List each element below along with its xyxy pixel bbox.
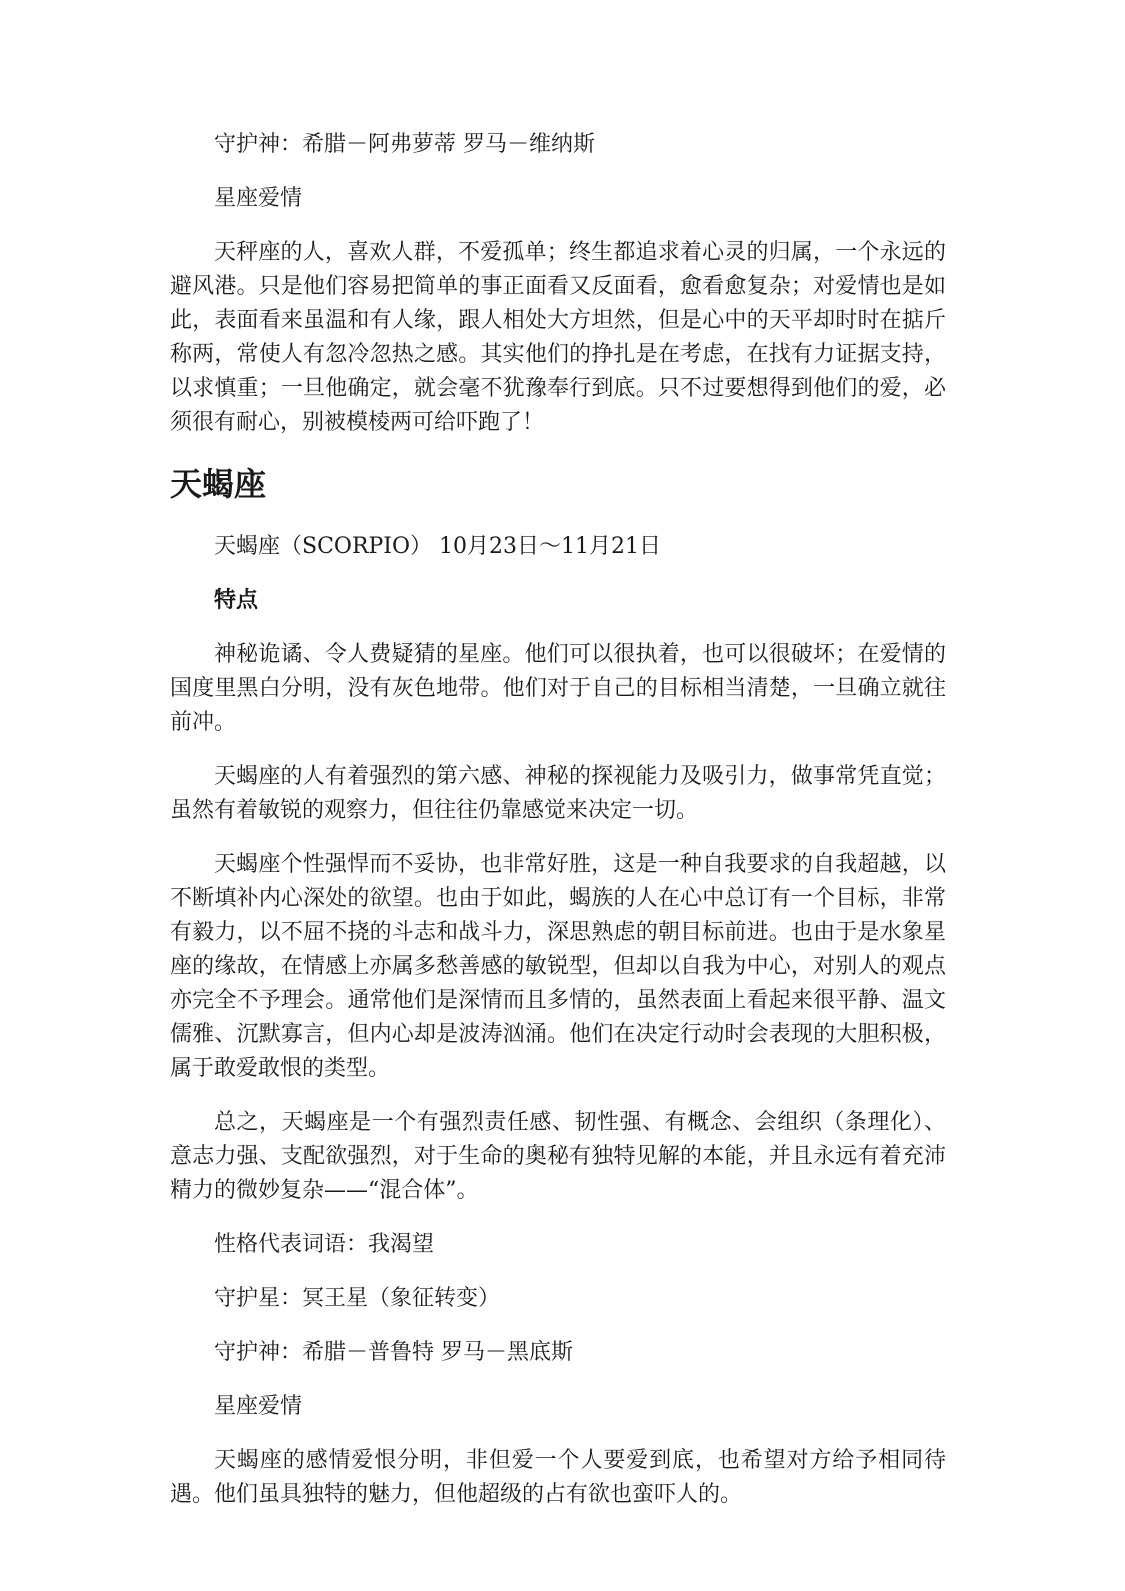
document-body bbox=[170, 128, 946, 1512]
libra-love-text: 天秤座的人，喜欢人群，不爱孤单；终生都追求着心灵的归属，一个永远的避风港。只是他们容易把简单的事正面看又反面看，愈看愈复杂；对爱情也是如此，表面看来虽温和有人缘，跟人相处大方坦然，但是心中的天平却时时在掂斤称两，常使人有忽冷忽热之感。其实他们的挣扎是在考虑，在找有力证据支持，以求慎重；一旦他确定，就会毫不犹豫奉行到底。只不过要想得到他们的爱，必须很有耐心，别被模棱两可给吓跑了！ bbox=[170, 240, 946, 435]
scorpio-paragraph-3: 天蝎座个性强悍而不妥协，也非常好胜，这是一种自我要求的自我超越，以不断填补内心深处的欲望。也由于如此，蝎族的人在心中总订有一个目标，非常有毅力，以不屈不挠的斗志和战斗力，深思熟虑的朝目标前进。也由于是水象星座的缘故，在情感上亦属多愁善感的敏锐型，但却以自我为中心，对别人的观点亦完全不予理会。通常他们是深情而且多情的，虽然表面上看起来很平静、温文儒雅、沉默寡言，但内心却是波涛汹涌。他们在决定行动时会表现的大胆积极，属于敢爱敢恨的类型。 bbox=[170, 852, 946, 1081]
scorpio-paragraph-4: 总之，天蝎座是一个有强烈责任感、韧性强、有概念、会组织（条理化）、意志力强、支配欲强烈，对于生命的奥秘有独特见解的本能，并且永远有着充沛精力的微妙复杂——“混合体”。 bbox=[170, 1110, 946, 1203]
scorpio-date-line: 天蝎座（SCORPIO） 10月23日～11月21日 bbox=[214, 534, 662, 559]
scorpio-paragraph-1: 神秘诡谲、令人费疑猜的星座。他们可以很执着，也可以很破坏；在爱情的国度里黑白分明，没有灰色地带。他们对于自己的目标相当清楚，一旦确立就往前冲。 bbox=[170, 642, 946, 735]
scorpio-keyword: 性格代表词语：我渴望 bbox=[214, 1232, 435, 1257]
scorpio-title: 天蝎座 bbox=[170, 465, 267, 503]
scorpio-traits-heading: 特点 bbox=[214, 588, 259, 613]
libra-guardian-god: 守护神：希腊－阿弗萝蒂 罗马－维纳斯 bbox=[214, 132, 595, 157]
scorpio-guardian-star: 守护星：冥王星（象征转变） bbox=[214, 1286, 501, 1311]
scorpio-guardian-god: 守护神：希腊－普鲁特 罗马－黑底斯 bbox=[214, 1340, 573, 1365]
libra-love-heading: 星座爱情 bbox=[214, 186, 303, 211]
scorpio-love-text: 天蝎座的感情爱恨分明，非但爱一个人要爱到底，也希望对方给予相同待遇。他们虽具独特的魅力，但他超级的占有欲也蛮吓人的。 bbox=[170, 1448, 946, 1507]
scorpio-paragraph-2: 天蝎座的人有着强烈的第六感、神秘的探视能力及吸引力，做事常凭直觉；虽然有着敏锐的观察力，但往往仍靠感觉来决定一切。 bbox=[170, 764, 946, 823]
scorpio-love-heading: 星座爱情 bbox=[214, 1394, 303, 1419]
